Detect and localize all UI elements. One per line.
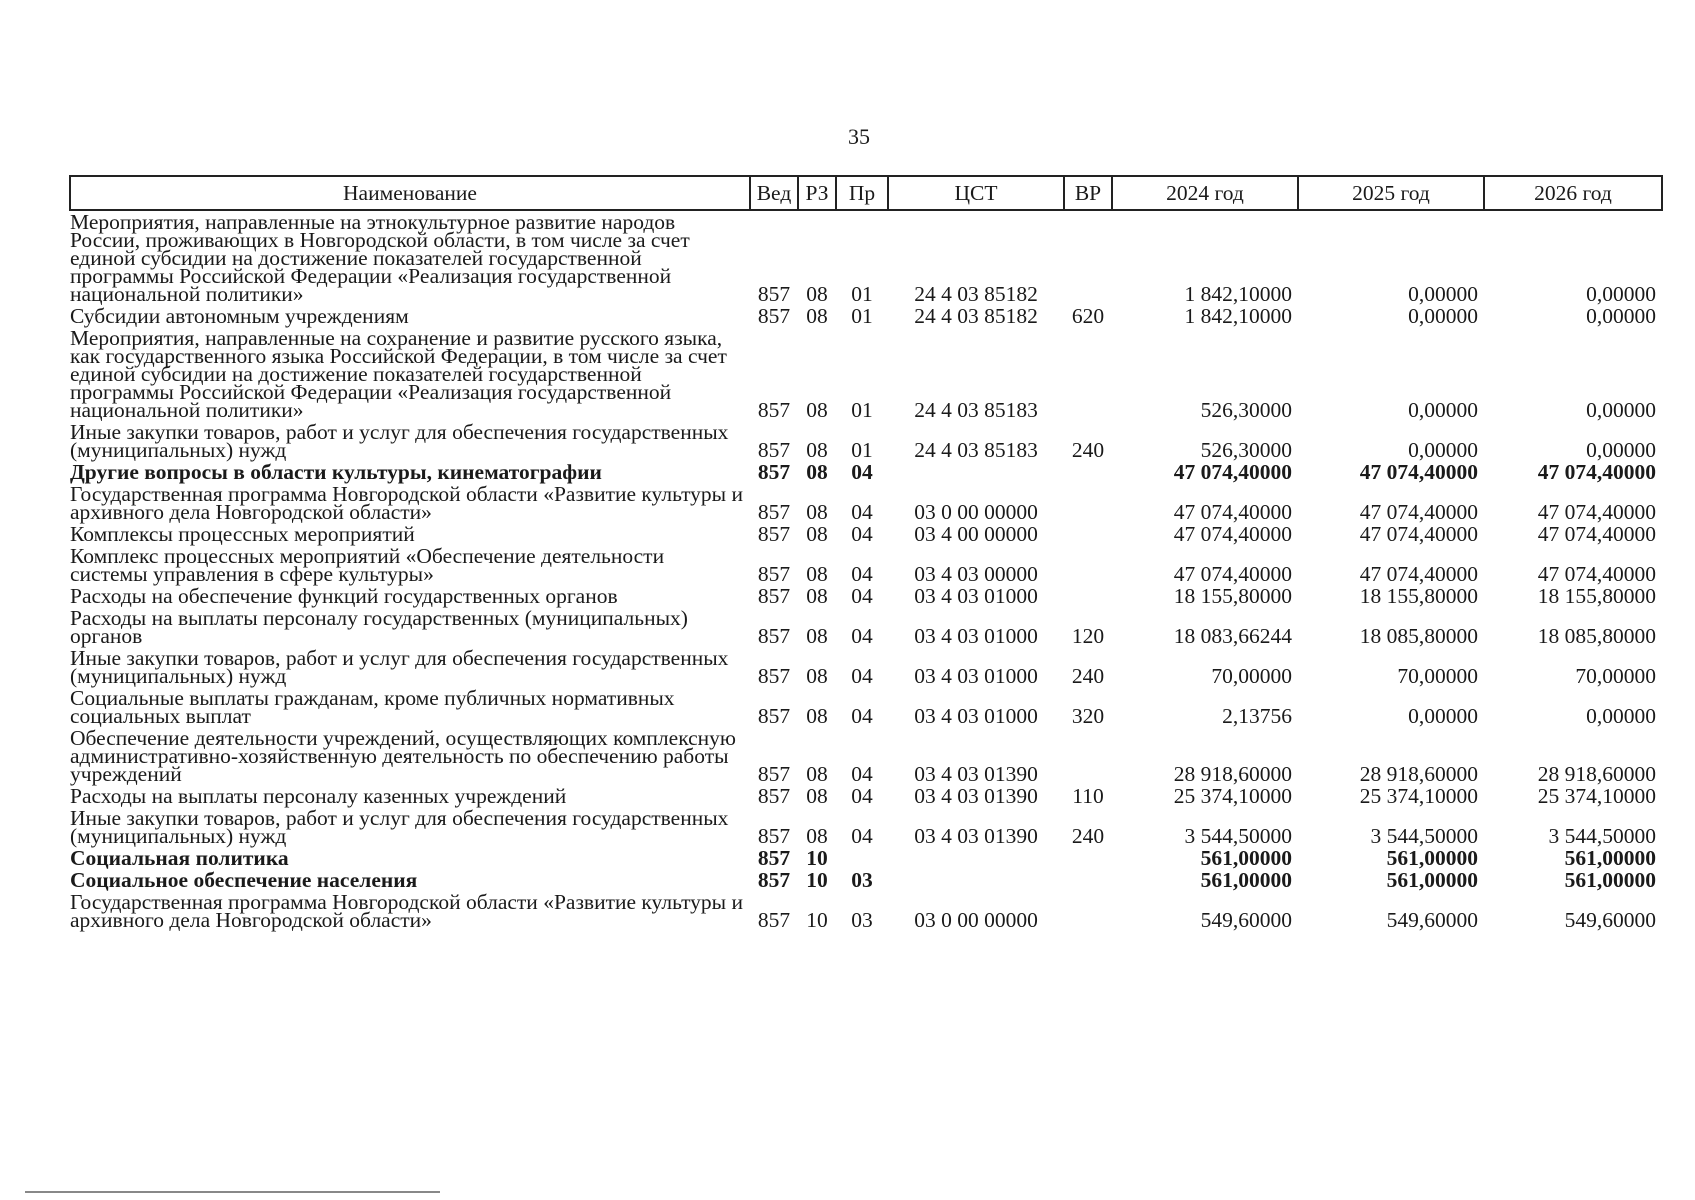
footer-rule — [25, 1191, 440, 1193]
header-pr: Пр — [836, 176, 888, 210]
row-amount-2026: 47 074,40000 — [1537, 460, 1656, 484]
row-amount-2026: 47 074,40000 — [1537, 562, 1656, 586]
row-name: Мероприятия, направленные на сохранение и развитие русского языка, как государственного языка Российской Федерации, в том числе за счет единой субсидии на достижение показателей государственной программы Российской Федерации «Реализация государственной национальной политики» — [70, 326, 727, 422]
table-row — [70, 891, 1662, 931]
row-amount-2024: 47 074,40000 — [1173, 500, 1292, 524]
row-cst: 03 4 03 01390 — [914, 784, 1038, 808]
row-rz: 08 — [806, 762, 828, 786]
row-ved: 857 — [757, 824, 791, 848]
row-cst: 24 4 03 85182 — [914, 282, 1038, 306]
row-cst: 03 4 03 01000 — [914, 624, 1038, 648]
row-cst: 03 0 00 00000 — [914, 500, 1038, 524]
row-amount-2026: 47 074,40000 — [1537, 522, 1656, 546]
row-vr: 110 — [1072, 784, 1104, 808]
table-row — [70, 869, 1662, 891]
row-pr: 04 — [851, 624, 873, 648]
header-vr: ВР — [1064, 176, 1112, 210]
row-amount-2026: 0,00000 — [1586, 438, 1656, 462]
row-vr — [1064, 545, 1112, 585]
header-2024: 2024 год — [1112, 176, 1298, 210]
row-amount-2025: 561,00000 — [1386, 846, 1478, 870]
row-name: Расходы на обеспечение функций государственных органов — [70, 584, 618, 608]
row-amount-2025: 0,00000 — [1408, 282, 1478, 306]
row-amount-2025: 18 155,80000 — [1359, 584, 1478, 608]
row-amount-2024: 47 074,40000 — [1173, 522, 1292, 546]
row-amount-2026: 561,00000 — [1564, 846, 1656, 870]
row-amount-2026: 549,60000 — [1564, 908, 1656, 932]
row-rz: 08 — [806, 398, 828, 422]
row-amount-2026: 0,00000 — [1586, 704, 1656, 728]
row-amount-2025: 0,00000 — [1408, 398, 1478, 422]
row-amount-2024: 70,00000 — [1211, 664, 1292, 688]
row-rz: 08 — [806, 784, 828, 808]
row-cst: 03 4 03 01000 — [914, 704, 1038, 728]
row-rz: 08 — [806, 704, 828, 728]
row-amount-2024: 1 842,10000 — [1184, 282, 1292, 306]
row-vr: 240 — [1071, 824, 1105, 848]
table-row — [70, 421, 1662, 461]
row-ved: 857 — [757, 704, 791, 728]
row-pr: 04 — [851, 824, 873, 848]
table-row — [70, 607, 1662, 647]
row-amount-2024: 526,30000 — [1200, 398, 1292, 422]
table-row — [70, 807, 1662, 847]
row-cst: 03 4 03 01390 — [914, 824, 1038, 848]
row-amount-2026: 28 918,60000 — [1537, 762, 1656, 786]
table-row — [70, 523, 1662, 545]
row-amount-2026: 25 374,10000 — [1537, 784, 1656, 808]
row-vr — [1064, 327, 1112, 421]
row-amount-2024: 1 842,10000 — [1184, 304, 1292, 328]
row-cst: 24 4 03 85183 — [914, 438, 1038, 462]
row-rz: 10 — [806, 846, 828, 870]
row-amount-2026: 18 155,80000 — [1537, 584, 1656, 608]
row-cst: 03 0 00 00000 — [914, 908, 1038, 932]
row-amount-2026: 47 074,40000 — [1537, 500, 1656, 524]
table-row — [70, 327, 1662, 421]
row-name: Комплекс процессных мероприятий «Обеспечение деятельности системы управления в сфере культуры» — [70, 544, 665, 586]
row-amount-2026: 3 544,50000 — [1548, 824, 1656, 848]
row-amount-2024: 3 544,50000 — [1184, 824, 1292, 848]
row-name: Комплексы процессных мероприятий — [70, 522, 415, 546]
row-ved: 857 — [757, 562, 791, 586]
row-vr — [1064, 210, 1112, 305]
row-vr — [1064, 891, 1112, 931]
row-vr — [1064, 523, 1112, 545]
header-name: Наименование — [70, 176, 750, 210]
row-rz: 08 — [806, 624, 828, 648]
row-pr: 04 — [851, 784, 873, 808]
row-amount-2024: 549,60000 — [1200, 908, 1292, 932]
header-2026: 2026 год — [1484, 176, 1662, 210]
row-ved: 857 — [757, 282, 791, 306]
header-cst: ЦСТ — [888, 176, 1064, 210]
row-rz: 08 — [806, 562, 828, 586]
row-amount-2024: 47 074,40000 — [1173, 460, 1292, 484]
row-rz: 10 — [806, 908, 828, 932]
row-ved: 857 — [757, 846, 791, 870]
table-row — [70, 785, 1662, 807]
table-row — [70, 461, 1662, 483]
row-amount-2024: 561,00000 — [1200, 846, 1292, 870]
row-amount-2024: 28 918,60000 — [1173, 762, 1292, 786]
row-pr: 01 — [851, 282, 873, 306]
row-amount-2025: 70,00000 — [1397, 664, 1478, 688]
row-rz: 08 — [806, 304, 828, 328]
row-ved: 857 — [757, 762, 791, 786]
row-ved: 857 — [757, 784, 791, 808]
row-vr — [1064, 847, 1112, 869]
row-ved: 857 — [757, 304, 791, 328]
table-row — [70, 483, 1662, 523]
row-rz: 08 — [806, 500, 828, 524]
row-vr — [1064, 585, 1112, 607]
row-name: Государственная программа Новгородской области «Развитие культуры и архивного дела Новгородской области» — [70, 482, 744, 524]
table-row — [70, 847, 1662, 869]
row-name: Расходы на выплаты персоналу казенных учреждений — [70, 784, 567, 808]
row-name: Субсидии автономным учреждениям — [70, 304, 409, 328]
row-rz: 08 — [806, 460, 828, 484]
row-vr: 320 — [1071, 704, 1105, 728]
row-vr — [1064, 461, 1112, 483]
row-rz: 10 — [806, 868, 828, 892]
row-name: Иные закупки товаров, работ и услуг для обеспечения государственных (муниципальных) нужд — [70, 420, 729, 462]
row-amount-2024: 526,30000 — [1200, 438, 1292, 462]
row-name: Другие вопросы в области культуры, кинематографии — [70, 460, 602, 484]
row-amount-2025: 561,00000 — [1386, 868, 1478, 892]
row-vr: 120 — [1071, 624, 1105, 648]
row-ved: 857 — [757, 908, 791, 932]
row-amount-2024: 18 083,66244 — [1173, 624, 1292, 648]
row-rz: 08 — [806, 522, 828, 546]
table-row — [70, 585, 1662, 607]
row-amount-2024: 18 155,80000 — [1173, 584, 1292, 608]
row-ved: 857 — [757, 664, 791, 688]
row-amount-2025: 0,00000 — [1408, 304, 1478, 328]
row-ved: 857 — [757, 624, 791, 648]
row-name: Расходы на выплаты персоналу государственных (муниципальных) органов — [70, 606, 688, 648]
row-amount-2024: 2,13756 — [1222, 704, 1292, 728]
row-amount-2024: 25 374,10000 — [1173, 784, 1292, 808]
row-ved: 857 — [757, 460, 791, 484]
row-pr: 03 — [851, 908, 873, 932]
row-amount-2025: 18 085,80000 — [1359, 624, 1478, 648]
row-pr: 04 — [851, 664, 873, 688]
row-ved: 857 — [757, 868, 791, 892]
table-row — [70, 727, 1662, 785]
row-name: Обеспечение деятельности учреждений, осуществляющих комплексную административно-хозяйственную деятельность по обеспечению работы учреждений — [70, 726, 736, 786]
row-amount-2026: 0,00000 — [1586, 282, 1656, 306]
row-vr — [1064, 483, 1112, 523]
row-pr: 03 — [851, 868, 873, 892]
row-vr: 240 — [1071, 438, 1105, 462]
row-amount-2025: 3 544,50000 — [1370, 824, 1478, 848]
table-row — [70, 210, 1662, 305]
row-amount-2025: 549,60000 — [1386, 908, 1478, 932]
table-row — [70, 545, 1662, 585]
row-cst: 24 4 03 85183 — [914, 398, 1038, 422]
row-ved: 857 — [757, 584, 791, 608]
row-cst — [888, 869, 1064, 891]
row-amount-2024: 561,00000 — [1200, 868, 1292, 892]
row-ved: 857 — [757, 522, 791, 546]
row-ved: 857 — [757, 500, 791, 524]
row-cst — [888, 847, 1064, 869]
row-amount-2026: 0,00000 — [1586, 304, 1656, 328]
row-rz: 08 — [806, 584, 828, 608]
row-rz: 08 — [806, 282, 828, 306]
row-rz: 08 — [806, 438, 828, 462]
page-number: 35 — [848, 124, 870, 149]
row-amount-2025: 0,00000 — [1408, 704, 1478, 728]
row-amount-2025: 47 074,40000 — [1359, 460, 1478, 484]
row-pr: 04 — [851, 762, 873, 786]
row-pr: 04 — [851, 584, 873, 608]
header-rz: РЗ — [798, 176, 836, 210]
row-vr — [1064, 869, 1112, 891]
header-ved: Вед — [750, 176, 798, 210]
row-rz: 08 — [806, 824, 828, 848]
row-amount-2025: 0,00000 — [1408, 438, 1478, 462]
row-pr: 01 — [851, 304, 873, 328]
row-name: Иные закупки товаров, работ и услуг для обеспечения государственных (муниципальных) нужд — [70, 806, 729, 848]
row-cst: 03 4 00 00000 — [914, 522, 1038, 546]
row-name: Мероприятия, направленные на этнокультурное развитие народов России, проживающих в Новгородской области, в том числе за счет единой субсидии на достижение показателей государственной программы Российской Федерации «Реализация государственной национальной политики» — [70, 210, 690, 306]
row-name: Иные закупки товаров, работ и услуг для обеспечения государственных (муниципальных) нужд — [70, 646, 729, 688]
row-pr: 04 — [851, 562, 873, 586]
row-cst: 24 4 03 85182 — [914, 304, 1038, 328]
row-ved: 857 — [757, 398, 791, 422]
row-pr: 04 — [851, 522, 873, 546]
row-cst: 03 4 03 01000 — [914, 584, 1038, 608]
table-row — [70, 305, 1662, 327]
table-row — [70, 687, 1662, 727]
row-name: Социальные выплаты гражданам, кроме публичных нормативных социальных выплат — [70, 686, 675, 728]
row-vr: 620 — [1071, 304, 1105, 328]
table-header-row — [70, 176, 1662, 210]
row-vr — [1064, 727, 1112, 785]
row-cst: 03 4 03 00000 — [914, 562, 1038, 586]
row-amount-2026: 70,00000 — [1575, 664, 1656, 688]
row-cst: 03 4 03 01390 — [914, 762, 1038, 786]
row-amount-2024: 47 074,40000 — [1173, 562, 1292, 586]
row-amount-2026: 561,00000 — [1564, 868, 1656, 892]
row-pr: 01 — [851, 438, 873, 462]
header-2025: 2025 год — [1298, 176, 1484, 210]
row-amount-2026: 0,00000 — [1586, 398, 1656, 422]
table-row — [70, 647, 1662, 687]
row-amount-2025: 47 074,40000 — [1359, 500, 1478, 524]
row-rz: 08 — [806, 664, 828, 688]
row-amount-2025: 28 918,60000 — [1359, 762, 1478, 786]
row-ved: 857 — [757, 438, 791, 462]
row-pr: 01 — [851, 398, 873, 422]
budget-table — [69, 175, 1663, 931]
row-cst — [888, 461, 1064, 483]
row-vr: 240 — [1071, 664, 1105, 688]
table-body — [70, 210, 1662, 931]
row-amount-2026: 18 085,80000 — [1537, 624, 1656, 648]
row-pr: 04 — [851, 500, 873, 524]
row-pr — [836, 847, 888, 869]
row-amount-2025: 47 074,40000 — [1359, 562, 1478, 586]
row-cst: 03 4 03 01000 — [914, 664, 1038, 688]
row-amount-2025: 47 074,40000 — [1359, 522, 1478, 546]
row-pr: 04 — [851, 704, 873, 728]
row-name: Социальное обеспечение населения — [70, 868, 418, 892]
row-name: Социальная политика — [70, 846, 289, 870]
row-amount-2025: 25 374,10000 — [1359, 784, 1478, 808]
row-pr: 04 — [851, 460, 873, 484]
row-name: Государственная программа Новгородской области «Развитие культуры и архивного дела Новгородской области» — [70, 890, 744, 932]
